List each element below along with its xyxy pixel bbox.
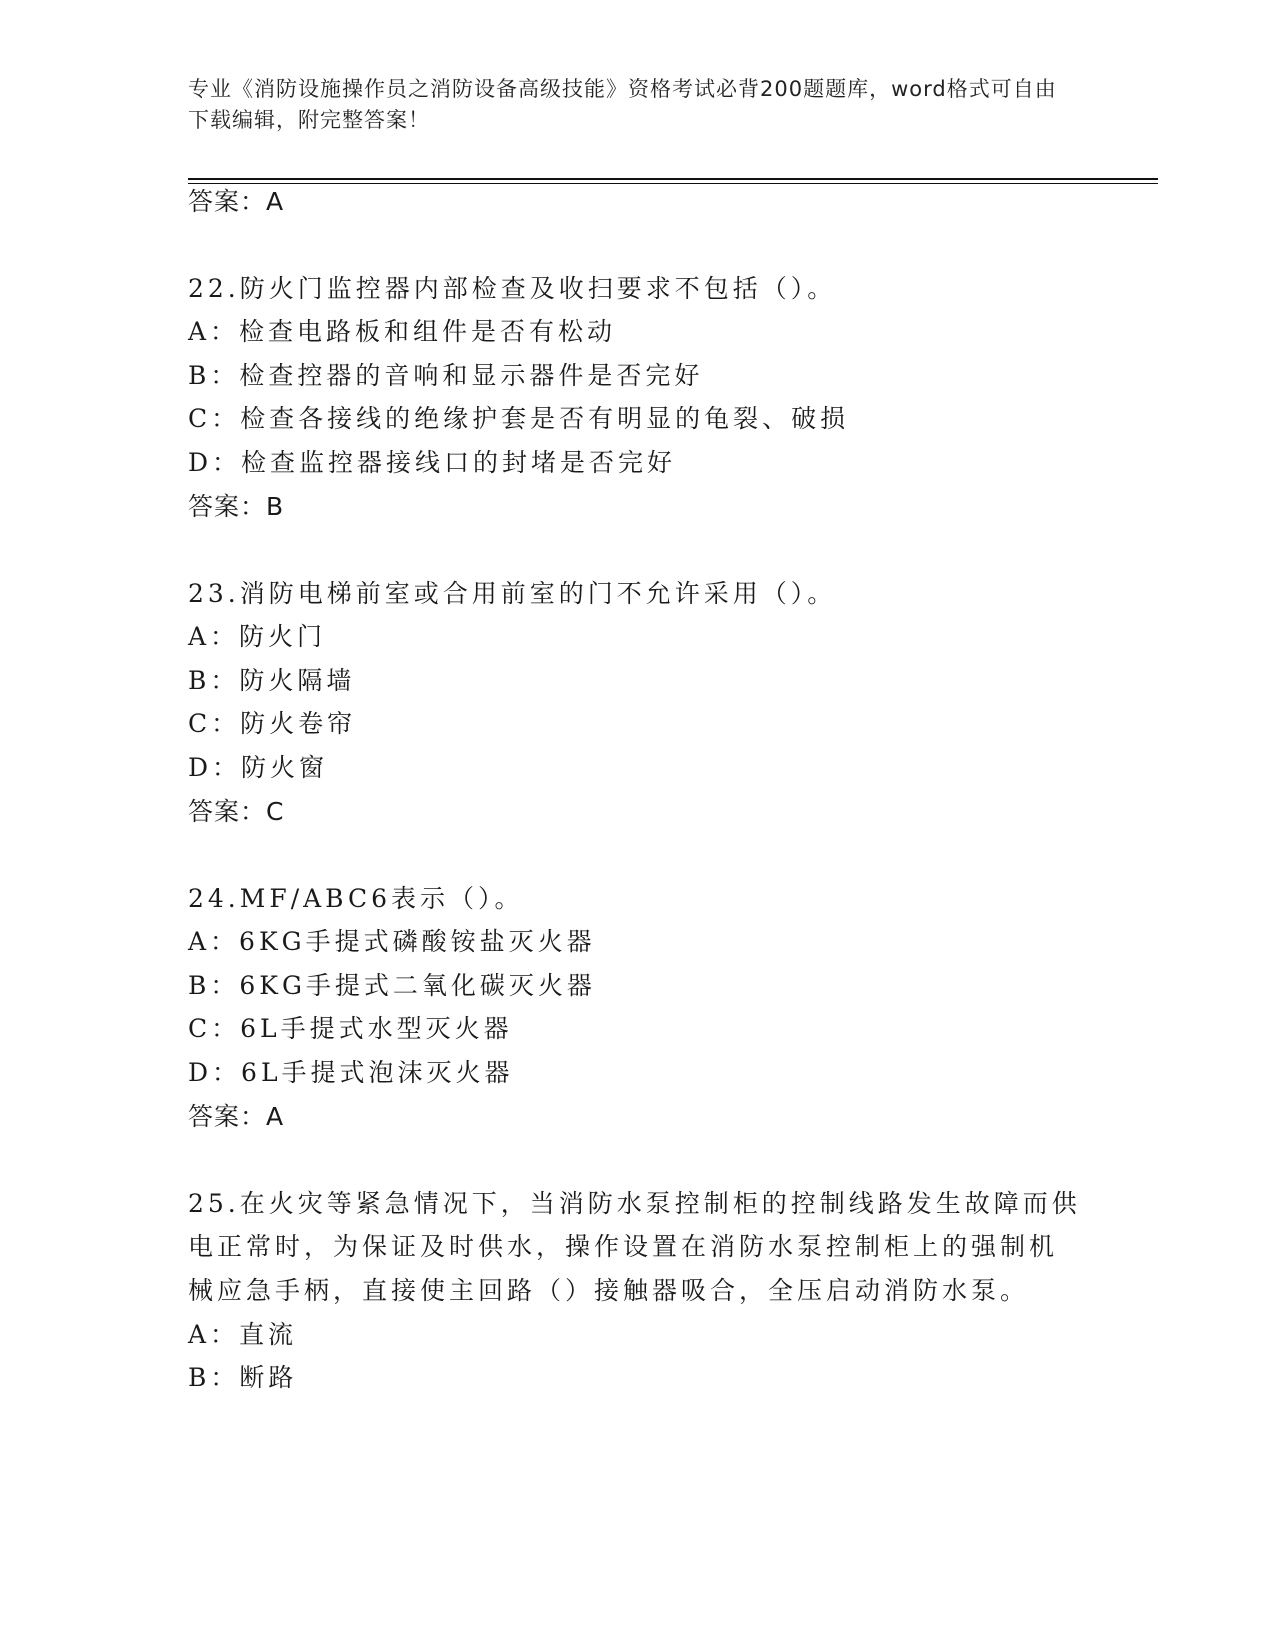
header-divider-thin <box>188 183 1158 184</box>
question-24-option-d: D：6L手提式泡沫灭火器 <box>188 1058 514 1087</box>
question-23-option-c: C：防火卷帘 <box>188 709 357 738</box>
question-23-answer: 答案：C <box>188 797 285 826</box>
question-25-stem-line-1: 25.在火灾等紧急情况下，当消防水泵控制柜的控制线路发生故障而供 <box>188 1189 1081 1218</box>
question-23-option-d: D：防火窗 <box>188 753 329 782</box>
answer-previous: 答案：A <box>188 187 285 216</box>
question-22-option-c: C：检查各接线的绝缘护套是否有明显的龟裂、破损 <box>188 404 850 433</box>
question-22-option-b: B：检查控器的音响和显示器件是否完好 <box>188 361 704 390</box>
document-header: 专业《消防设施操作员之消防设备高级技能》资格考试必背200题题库，word格式可自由下载编辑，附完整答案！ <box>188 77 1057 132</box>
question-25-stem-line-2: 电正常时，为保证及时供水，操作设置在消防水泵控制柜上的强制机 <box>188 1232 1059 1261</box>
question-25-option-b: B：断路 <box>188 1363 298 1392</box>
question-22-option-a: A：检查电路板和组件是否有松动 <box>188 317 617 346</box>
question-22-stem: 22.防火门监控器内部检查及收扫要求不包括（）。 <box>188 274 837 303</box>
question-24-option-b: B：6KG手提式二氧化碳灭火器 <box>188 971 596 1000</box>
question-23-stem: 23.消防电梯前室或合用前室的门不允许采用（）。 <box>188 579 837 608</box>
question-24-option-c: C：6L手提式水型灭火器 <box>188 1014 513 1043</box>
question-25-option-a: A：直流 <box>188 1320 298 1349</box>
question-22-answer: 答案：B <box>188 492 285 521</box>
question-24-answer: 答案：A <box>188 1102 285 1131</box>
question-23-option-a: A：防火门 <box>188 622 327 651</box>
header-divider-thick <box>188 178 1158 180</box>
question-25-stem-line-3: 械应急手柄，直接使主回路（）接触器吸合，全压启动消防水泵。 <box>188 1276 1030 1305</box>
question-24-option-a: A：6KG手提式磷酸铵盐灭火器 <box>188 927 596 956</box>
question-23-option-b: B：防火隔墙 <box>188 666 356 695</box>
question-24-stem: 24.MF/ABC6表示（）。 <box>188 884 524 913</box>
question-22-option-d: D：检查监控器接线口的封堵是否完好 <box>188 448 677 477</box>
